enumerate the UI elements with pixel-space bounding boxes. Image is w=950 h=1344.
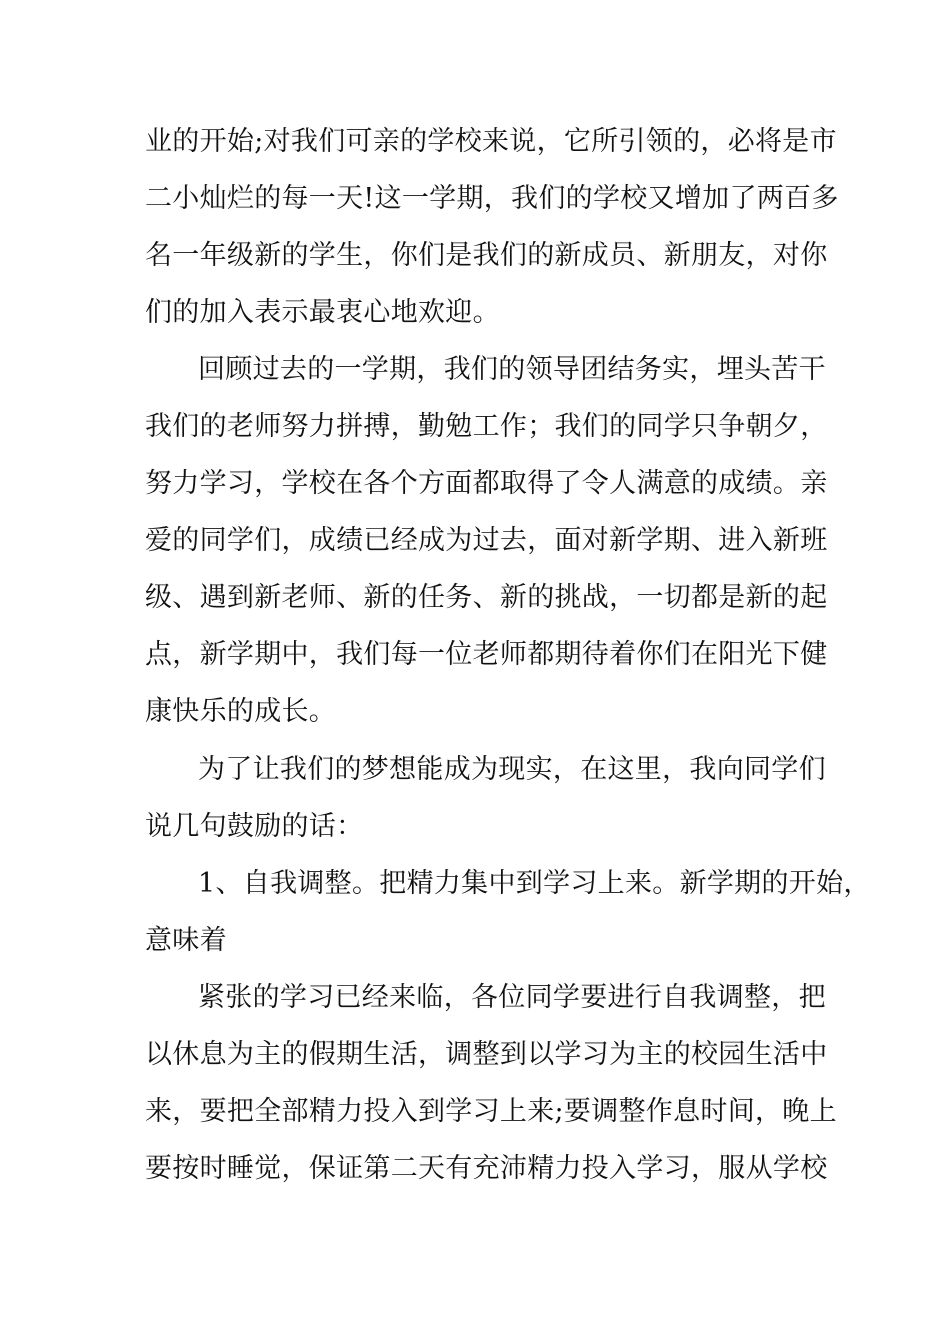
text-line: 以休息为主的假期生活，调整到以学习为主的校园生活中	[145, 1039, 828, 1070]
text-line: 紧张的学习已经来临，各位同学要进行自我调整，把	[198, 982, 826, 1013]
text-line: 业的开始;对我们可亲的学校来说，它所引领的，必将是市	[145, 126, 837, 157]
text-line: 点，新学期中，我们每一位老师都期待着你们在阳光下健	[145, 639, 828, 670]
text-line: 们的加入表示最衷心地欢迎。	[145, 297, 500, 328]
text-line: 回顾过去的一学期，我们的领导团结务实，埋头苦干	[198, 354, 826, 385]
text-line: 来，要把全部精力投入到学习上来;要调整作息时间，晚上	[145, 1096, 837, 1127]
text-line: 说几句鼓励的话：	[145, 811, 364, 842]
text-line: 爱的同学们，成绩已经成为过去，面对新学期、进入新班	[145, 525, 828, 556]
text-line: 努力学习，学校在各个方面都取得了令人满意的成绩。亲	[145, 468, 828, 499]
text-line: 名一年级新的学生，你们是我们的新成员、新朋友，对你	[145, 240, 828, 271]
text-line: 1、自我调整。把精力集中到学习上来。新学期的开始，	[198, 868, 871, 899]
text-line: 我们的老师努力拼搏，勤勉工作；我们的同学只争朝夕，	[145, 411, 828, 442]
text-line: 为了让我们的梦想能成为现实，在这里，我向同学们	[198, 754, 826, 785]
text-line: 意味着	[145, 925, 227, 956]
text-line: 二小灿烂的每一天!这一学期，我们的学校又增加了两百多	[145, 183, 839, 214]
text-line: 康快乐的成长。	[145, 696, 337, 727]
text-line: 要按时睡觉，保证第二天有充沛精力投入学习，服从学校	[145, 1153, 828, 1184]
text-line: 级、遇到新老师、新的任务、新的挑战，一切都是新的起	[145, 582, 828, 613]
